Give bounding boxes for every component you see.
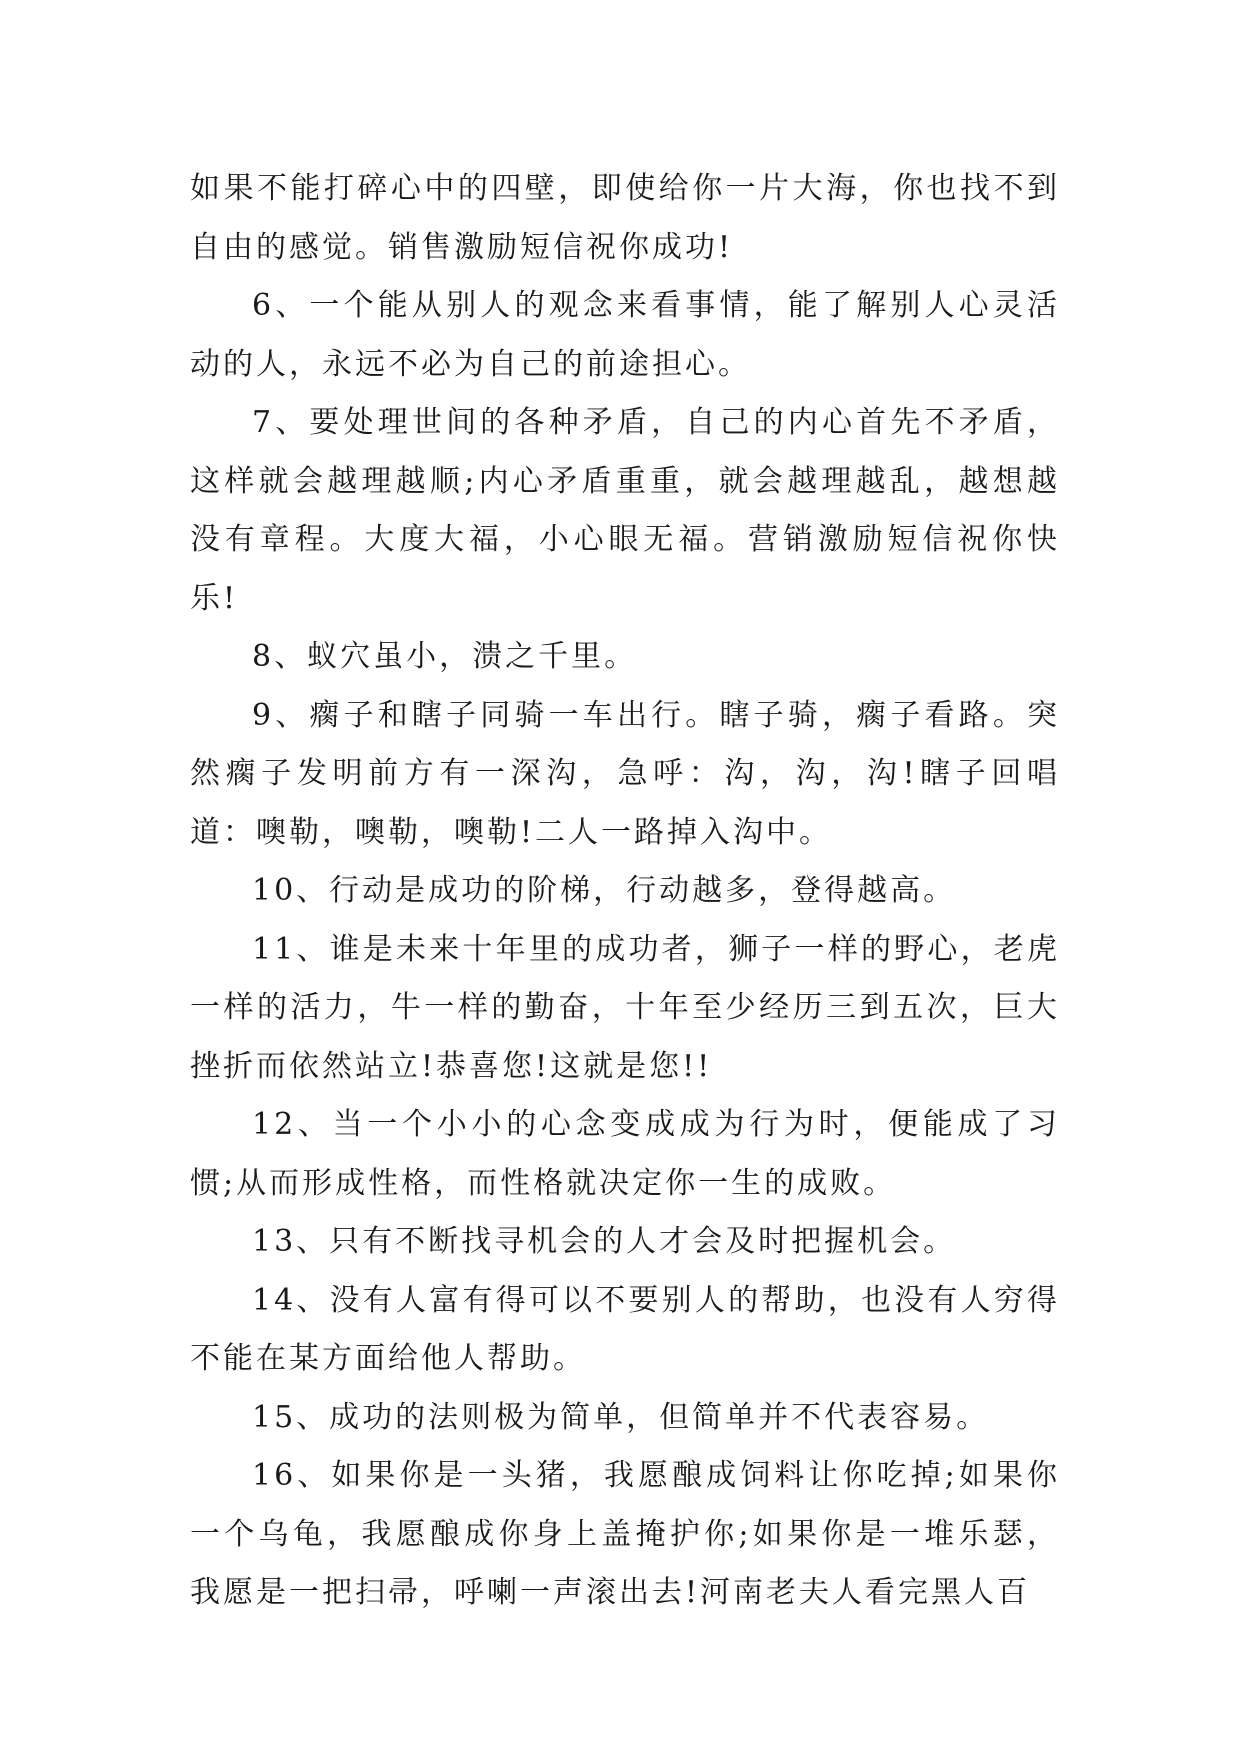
paragraph-8: 8、蚁穴虽小，溃之千里。 xyxy=(252,639,638,674)
paragraph-7: 7、要处理世间的各种矛盾，自己的内心首先不矛盾，这样就会越理越顺;内心矛盾重重，就会越理越乱，越想越没有章程。大度大福，小心眼无福。营销激励短信祝你快乐! xyxy=(190,405,1060,616)
document-body xyxy=(190,160,1060,1623)
paragraph-16: 16、如果你是一头猪，我愿酿成饲料让你吃掉;如果你一个乌龟，我愿酿成你身上盖掩护你;如果你是一堆乐瑟，我愿是一把扫帚，呼喇一声滚出去!河南老夫人看完黑人百 xyxy=(190,1458,1060,1610)
paragraph-10: 10、行动是成功的阶梯，行动越多，登得越高。 xyxy=(252,873,957,908)
paragraph-9: 9、瘸子和瞎子同骑一车出行。瞎子骑，瘸子看路。突然瘸子发明前方有一深沟，急呼：沟，沟，沟!瞎子回唱道：噢勒，噢勒，噢勒!二人一路掉入沟中。 xyxy=(190,697,1060,850)
paragraph-6: 6、一个能从别人的观念来看事情，能了解别人心灵活动的人，永远不必为自己的前途担心。 xyxy=(190,288,1060,382)
paragraph-13: 13、只有不断找寻机会的人才会及时把握机会。 xyxy=(252,1224,957,1259)
paragraph-14: 14、没有人富有得可以不要别人的帮助，也没有人穷得不能在某方面给他人帮助。 xyxy=(190,1282,1060,1376)
paragraph-15: 15、成功的法则极为简单，但简单并不代表容易。 xyxy=(252,1399,990,1435)
paragraph-11: 11、谁是未来十年里的成功者，狮子一样的野心，老虎一样的活力，牛一样的勤奋，十年至少经历三到五次，巨大挫折而依然站立!恭喜您!这就是您!! xyxy=(190,931,1060,1084)
paragraph-12: 12、当一个小小的心念变成成为行为时，便能成了习惯;从而形成性格，而性格就决定你一生的成败。 xyxy=(190,1107,1060,1201)
paragraph-intro: 如果不能打碎心中的四壁，即使给你一片大海，你也找不到自由的感觉。销售激励短信祝你成功! xyxy=(190,171,1060,265)
